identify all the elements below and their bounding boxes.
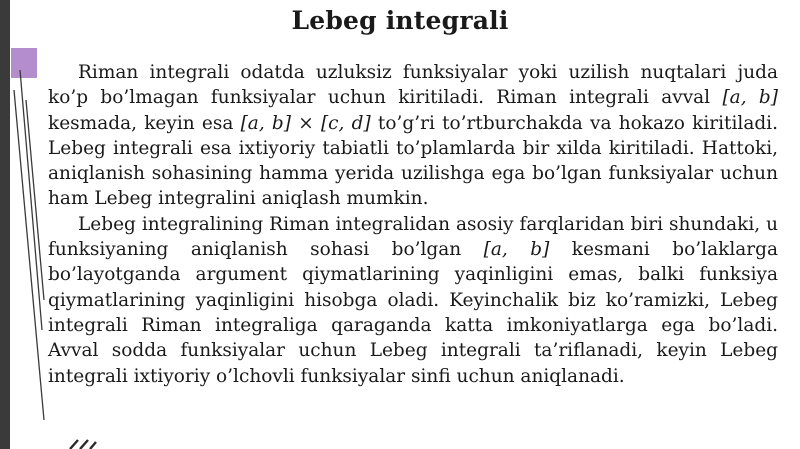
accent-square — [11, 48, 37, 78]
paragraph-text: to’g’ri to’rtburchakda va hokazo kiritiladi. Lebeg integrali esa ixtiyoriy tabiatli to’plamlarda bir xilda kiritiladi. Hattoki, aniqlanish sohasining hamma yerida uzilishga ega bo’lgan funksiyalar uchun ham Lebeg integralini aniqlash mumkin. — [48, 112, 778, 210]
paragraph — [48, 60, 778, 212]
paragraph-text: Riman integrali odatda uzluksiz funksiyalar yoki uzilish nuqtalari juda ko’p bo’lmagan funksiyalar uchun kiritiladi. Riman integrali avval — [48, 62, 778, 109]
math-expression: [a, b] × [c, d] — [240, 112, 371, 134]
math-expression: [a, b] — [483, 239, 550, 261]
paragraph-text: kesmada, keyin esa — [48, 112, 241, 134]
paragraph-text: Lebeg integralining Riman integralidan asosiy farqlaridan biri shundaki, u funksiyaning aniqlanish sohasi bo’lgan — [48, 213, 778, 261]
paragraph-text: kesmani bo’laklarga bo’layotganda argument qiymatlarining yaqinligini emas, balki funksiya qiymatlarining yaqinligini hisobga oladi. Keyinchalik biz ko’ramizki, Lebeg integrali Riman integraliga qaraganda katta imkoniyatlarga ega bo’ladi. Avval sodda funksiyalar uchun Lebeg integrali ta’riflanadi, keyin Lebeg integrali ixtiyoriy o’lchovli funksiyalar sinfi uchun aniqlanadi. — [48, 239, 778, 387]
math-expression: [a, b] — [722, 87, 778, 109]
left-sidebar-bar — [0, 0, 10, 449]
document-body — [48, 60, 778, 389]
paragraph — [48, 212, 778, 389]
page-title: Lebeg integrali — [291, 6, 509, 35]
